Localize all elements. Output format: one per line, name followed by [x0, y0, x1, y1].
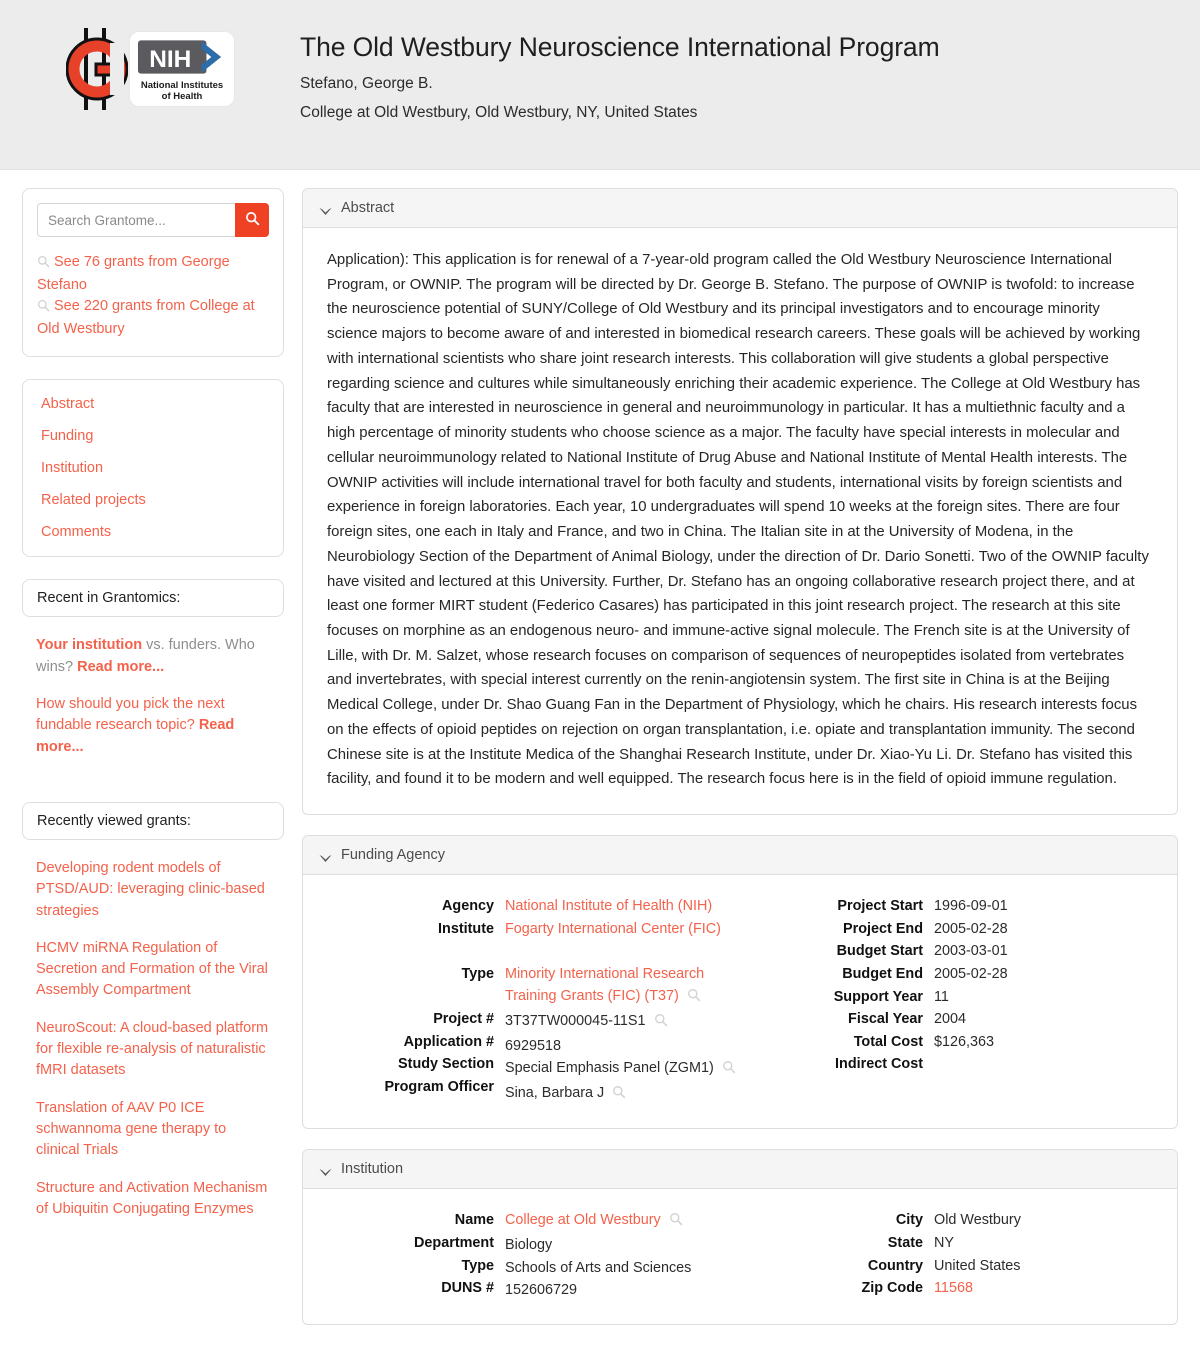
recently-viewed-heading: Recently viewed grants: — [22, 802, 284, 840]
sidebar-item-related-projects[interactable]: Related projects — [41, 492, 146, 509]
field-label: Type — [461, 1257, 494, 1274]
institution-right-column — [740, 1209, 1153, 1301]
sidebar-item-institution[interactable]: Institution — [41, 460, 104, 477]
institution-panel-body — [303, 1189, 1177, 1323]
funding-panel-body — [303, 875, 1177, 1128]
total-cost-value: $126,363 — [934, 1033, 995, 1050]
search-card — [22, 188, 284, 357]
fiscal-year-value: 2004 — [934, 1011, 967, 1028]
search-icon — [37, 298, 50, 319]
search-row — [37, 203, 269, 237]
agency-value[interactable]: National Institute of Health (NIH) — [505, 898, 713, 915]
field-label: Fiscal Year — [848, 1011, 923, 1028]
abstract-panel-header[interactable] — [303, 189, 1177, 228]
funding-right-labels — [778, 895, 923, 1106]
grantomics-widget — [22, 579, 284, 780]
institution-name-value[interactable]: College at Old Westbury — [505, 1212, 661, 1229]
state-value: NY — [934, 1235, 954, 1252]
field-label: Study Section — [398, 1056, 494, 1073]
project-start-value: 1996-09-01 — [934, 898, 1008, 915]
field-label: Project Start — [837, 898, 923, 915]
see-links — [37, 252, 269, 339]
abstract-panel — [302, 188, 1178, 815]
field-label: Type — [461, 965, 494, 982]
field-label: State — [887, 1235, 923, 1252]
search-icon[interactable] — [687, 987, 701, 1010]
nih-caption-line1: National Institutes — [140, 79, 224, 91]
institution-left-column — [327, 1209, 740, 1301]
application-number-value: 6929518 — [505, 1037, 562, 1054]
sidebar-item-funding[interactable]: Funding — [41, 428, 94, 445]
institution-right-labels — [778, 1209, 923, 1301]
grantome-g-icon — [66, 26, 128, 112]
sidebar-item-abstract[interactable]: Abstract — [41, 396, 95, 413]
institution-panel-header[interactable] — [303, 1150, 1177, 1189]
zip-code-value[interactable]: 11568 — [934, 1280, 973, 1297]
institution-panel — [302, 1149, 1178, 1324]
field-label: Department — [414, 1235, 494, 1252]
search-icon — [37, 254, 50, 275]
support-year-value: 11 — [934, 988, 949, 1005]
institution-type-value: Schools of Arts and Sciences — [505, 1259, 692, 1276]
funding-panel-header[interactable] — [303, 836, 1177, 875]
abstract-text: Application): This application is for renewal of a 7-year-old program called the Old Westbury Neuroscience International Program, or OWNIP. The program will be directed by Dr. George B. Stefano. The purpose of OWNIP is twofold: to increase the neuroscience potential of SUNY/College of Old Westbury and its principal investigators and to encourage minority science majors to become aware of and interested in biomedical research careers. These goals will be achieved by working with international scientists who share joint research interests. This collaboration will give students a global perspective regarding science and cultures while simultaneously enriching their academic experience. The College at Old Westbury has faculty that are interested in neuroscience in general and neuroimmunology in particular. It has a multiethnic faculty and a high percentage of minority students who choose science as a major. The faculty have special interests in molecular and cellular neuroimmunology related to National Institute of Drug Abuse and National Institute of Mental Health interests. The OWNIP activities will include international travel for both faculty and students, international visits by foreign scientists and experience in foreign laboratories. Each year, 10 undergraduates will spend 10 weeks at the foreign sites. There are four foreign sites, one each in Italy and France, and two in China. The Italian site in at the University of Modena, in the Neurobiology Section of the Department of Animal Biology, under the direction of Dr. Dario Sonetti. Two of the OWNIP faculty have visited and lectured at this University. Further, Dr. Stefano has an ongoing collaborative research project there, and at least one former MIRT student (Federico Casares) has participated in this joint research project. The research at this site focuses on morphine as an endogenous neuro- and immune-active signal molecule. The French site is at the University of Lille, with Dr. M. Salzet, whose research focuses on comparison of sequences of neuropeptides isolated from vertebrates and invertebrates, with special interest currently on the renin-angiotensin system. The first site in China is at the Beijing Medical College, under Dr. Shao Guang Fan in the Department of Physiology, which he chairs. His research interests focus on the effects of opioid peptides on rejection on organ transplantation, i.e. opiate and transplantation immunity. The second Chinese site is at the Institute Medica of the Shanghai Research Institute, under Dr. Xiao-Yu Li. Dr. Stefano has visited this facility, and found it to be modern and well equipped. The research focus here is in the field of opioid immune regulation. — [327, 252, 1149, 788]
indirect-cost-value — [934, 1053, 1153, 1076]
sidebar-item-comments[interactable]: Comments — [41, 524, 112, 541]
field-label: Agency — [442, 898, 494, 915]
project-end-value: 2005-02-28 — [934, 920, 1008, 937]
field-label: Total Cost — [853, 1033, 923, 1050]
abstract-panel-body — [303, 228, 1177, 814]
field-label: City — [895, 1212, 923, 1229]
sidebar — [22, 188, 284, 1264]
grantomics-item-2[interactable] — [36, 694, 270, 758]
funding-left-labels — [349, 895, 494, 1106]
city-value: Old Westbury — [934, 1212, 1021, 1229]
study-section-value: Special Emphasis Panel (ZGM1) — [505, 1060, 714, 1077]
site-logo[interactable] — [0, 22, 300, 112]
search-input[interactable] — [37, 203, 235, 237]
grantomics-item-1-tail: Read more... — [77, 658, 165, 675]
grantomics-item-1-middle: vs. funders. Who wins? — [36, 637, 255, 675]
organization-line: College at Old Westbury, Old Westbury, NY, United States — [300, 104, 698, 121]
abstract-panel-title: Abstract — [341, 200, 395, 216]
recently-viewed-widget — [22, 802, 284, 1242]
principal-investigator: Stefano, George B. — [300, 75, 433, 92]
funding-right-values — [923, 895, 1153, 1106]
field-label: DUNS # — [441, 1280, 494, 1297]
field-label: Institute — [438, 920, 494, 937]
field-label: Program Officer — [384, 1079, 494, 1095]
nih-logo — [130, 32, 234, 106]
funding-left-values — [494, 895, 740, 1106]
header-text-block — [300, 22, 940, 133]
funding-panel-title: Funding Agency — [341, 847, 445, 864]
field-label: Name — [454, 1212, 494, 1229]
project-number-value: 3T37TW000045-11S1 — [505, 1012, 646, 1029]
duns-value: 152606729 — [505, 1282, 578, 1299]
grantomics-list — [22, 617, 284, 780]
type-value[interactable]: Minority International Research Training Grants (FIC) (T37) — [505, 965, 705, 1005]
funding-right-column — [740, 895, 1153, 1106]
page-header — [0, 0, 1200, 170]
search-icon[interactable] — [669, 1211, 683, 1234]
list-item[interactable]: Developing rodent models of PTSD/AUD: leveraging clinic-based strategies — [36, 859, 265, 919]
budget-end-value: 2005-02-28 — [934, 965, 1008, 982]
page-layout — [0, 170, 1200, 1345]
field-label: Budget End — [842, 965, 923, 982]
list-item[interactable]: Translation of AAV P0 ICE schwannoma gene therapy to clinical Trials — [36, 1099, 227, 1159]
recently-viewed-list — [22, 840, 284, 1242]
field-label: Country — [867, 1257, 923, 1274]
field-label: Project End — [843, 920, 923, 937]
list-item[interactable]: HCMV miRNA Regulation of Secretion and Formation of the Viral Assembly Compartment — [36, 939, 268, 999]
department-value: Biology — [505, 1237, 553, 1254]
field-label: Project # — [433, 1011, 494, 1028]
institution-right-values — [923, 1209, 1153, 1301]
grantomics-heading: Recent in Grantomics: — [22, 579, 284, 617]
svg-text:NIH: NIH — [149, 45, 192, 73]
search-submit-button[interactable] — [235, 203, 269, 237]
search-icon — [245, 211, 260, 229]
grantomics-item-2-middle: How should you pick the next fundable research topic? — [36, 695, 225, 734]
search-icon[interactable] — [612, 1084, 626, 1107]
institute-value[interactable]: Fogarty International Center (FIC) — [505, 920, 721, 937]
search-icon[interactable] — [722, 1059, 736, 1082]
nih-caption-line2: of Health — [161, 90, 203, 102]
see-grants-person-link[interactable] — [37, 252, 269, 295]
list-item[interactable]: Structure and Activation Mechanism of Ubiquitin Conjugating Enzymes — [36, 1179, 268, 1217]
chevron-down-icon — [319, 204, 332, 213]
funding-left-column — [327, 895, 740, 1106]
program-officer-value: Sina, Barbara J — [505, 1084, 605, 1101]
budget-start-value: 2003-03-01 — [934, 943, 1008, 960]
see-grants-person-label: See 76 grants from George Stefano — [37, 254, 230, 293]
institution-panel-title: Institution — [341, 1161, 404, 1178]
field-label: Application # — [403, 1033, 494, 1050]
country-value: United States — [934, 1257, 1021, 1274]
grantomics-item-1[interactable] — [36, 635, 270, 678]
chevron-down-icon — [319, 851, 332, 860]
section-nav-card — [22, 379, 284, 557]
field-label: Support Year — [833, 988, 923, 1005]
field-label: Zip Code — [861, 1280, 923, 1297]
field-label: Budget Start — [836, 943, 923, 960]
funding-panel — [302, 835, 1178, 1129]
institution-left-labels — [349, 1209, 494, 1301]
list-item[interactable]: NeuroScout: A cloud-based platform for flexible re-analysis of naturalistic fMRI datasets — [36, 1019, 269, 1079]
institution-left-values — [494, 1209, 740, 1301]
chevron-down-icon — [319, 1165, 332, 1174]
see-grants-institution-label: See 220 grants from College at Old Westbury — [37, 298, 255, 337]
field-label: Indirect Cost — [835, 1056, 923, 1073]
main-content — [284, 188, 1178, 1345]
grantomics-item-1-lead: Your institution — [36, 637, 143, 654]
see-grants-institution-link[interactable] — [37, 296, 269, 339]
page-title: The Old Westbury Neuroscience International Program — [300, 32, 940, 62]
grantomics-item-2-tail: Read more... — [36, 717, 235, 755]
search-icon[interactable] — [654, 1012, 668, 1035]
